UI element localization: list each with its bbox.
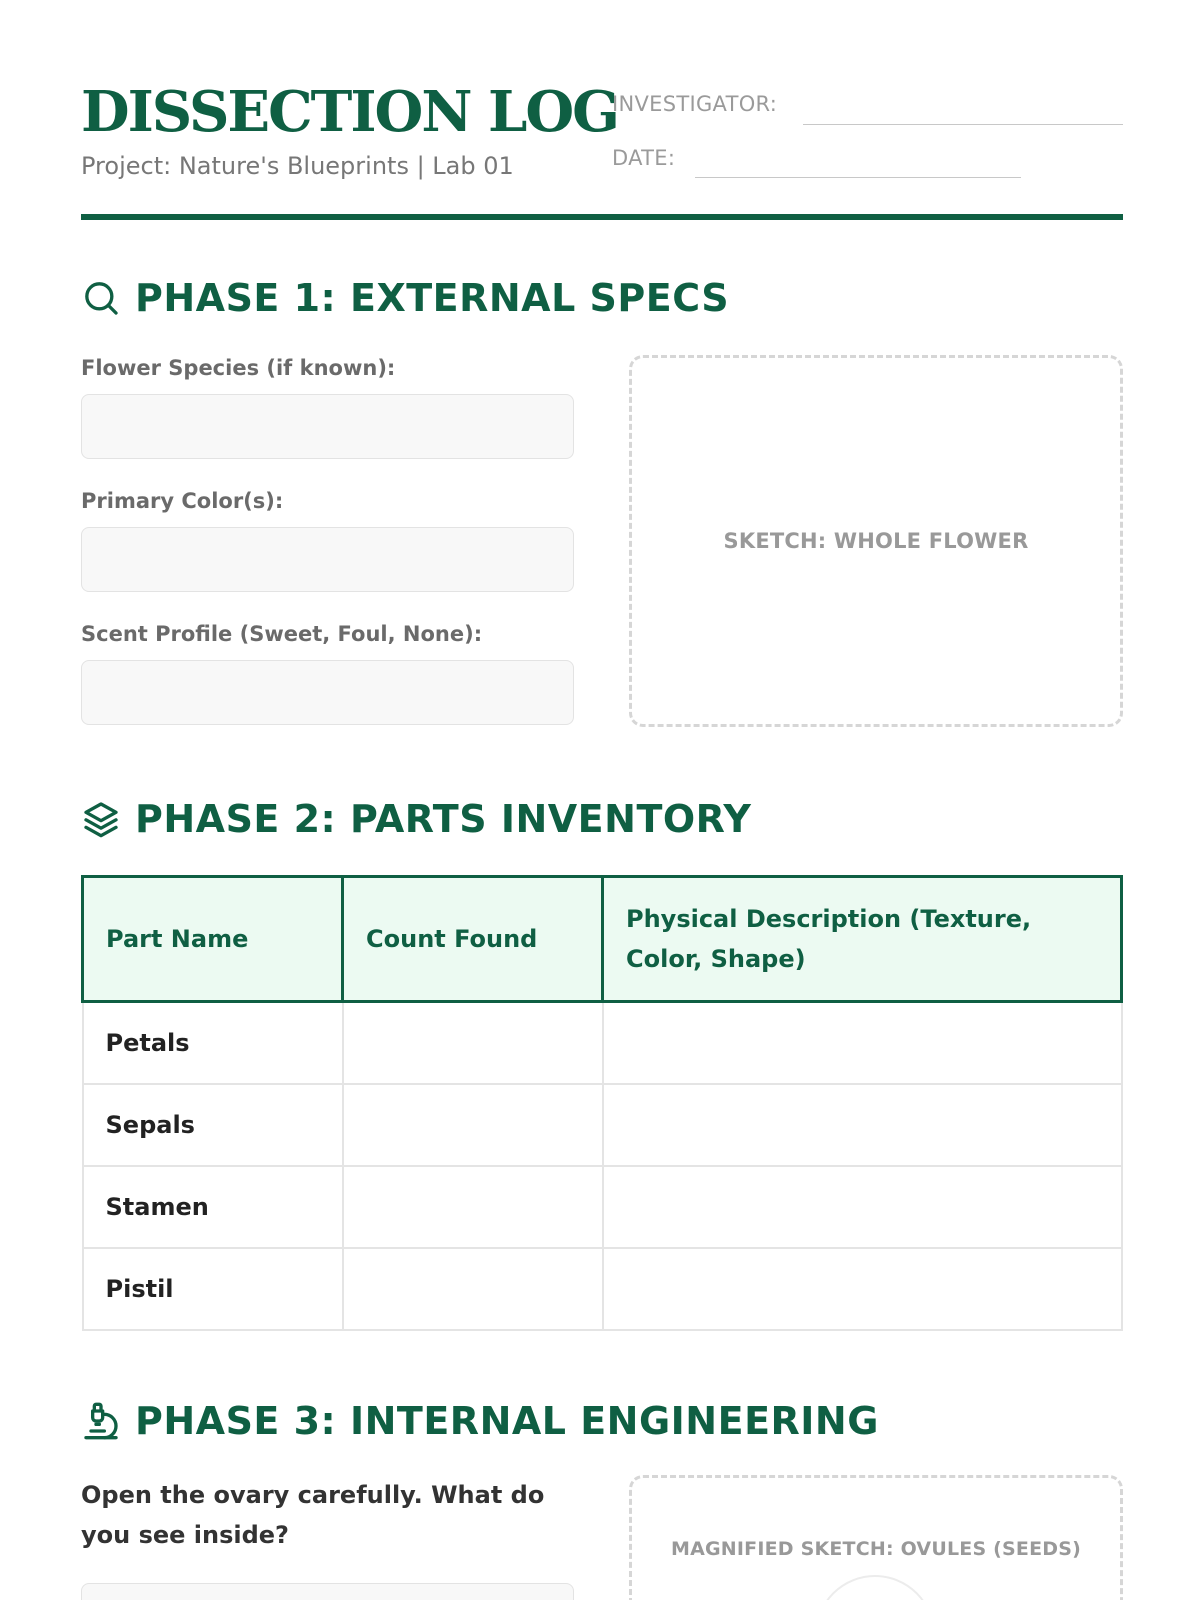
description-cell[interactable] (603, 1084, 1122, 1166)
investigator-field[interactable] (803, 124, 1123, 125)
date-label: DATE: (612, 146, 676, 170)
page-title: DISSECTION LOG (81, 79, 618, 145)
whole-flower-sketch-area[interactable] (629, 355, 1123, 727)
part-name-cell: Stamen (83, 1166, 343, 1248)
column-header-description: Physical Description (Texture, Color, Shape) (603, 877, 1122, 1002)
table-row (83, 1166, 1122, 1248)
phase2-title: PHASE 2: PARTS INVENTORY (135, 797, 752, 841)
table-header-row (83, 877, 1122, 1002)
species-label: Flower Species (if known): (81, 356, 396, 380)
microscope-icon (81, 1401, 121, 1441)
layers-icon (81, 799, 121, 839)
table-row (83, 1084, 1122, 1166)
part-name-cell: Pistil (83, 1248, 343, 1330)
magnifier-circle (815, 1575, 935, 1600)
phase2-heading (81, 797, 751, 841)
table-row (83, 1248, 1122, 1330)
color-input[interactable] (81, 527, 574, 592)
scent-input[interactable] (81, 660, 574, 725)
phase3-heading (81, 1399, 879, 1443)
color-label: Primary Color(s): (81, 489, 284, 513)
whole-flower-sketch-label: SKETCH: WHOLE FLOWER (723, 529, 1029, 553)
ovary-question: Open the ovary carefully. What do you see inside? (81, 1481, 545, 1549)
table-row (83, 1002, 1122, 1084)
scent-label: Scent Profile (Sweet, Foul, None): (81, 622, 483, 646)
parts-inventory-table (81, 875, 1123, 1331)
part-name-cell: Petals (83, 1002, 343, 1084)
phase3-title: PHASE 3: INTERNAL ENGINEERING (135, 1399, 879, 1443)
description-cell[interactable] (603, 1248, 1122, 1330)
phase1-title: PHASE 1: EXTERNAL SPECS (135, 276, 730, 320)
description-cell[interactable] (603, 1166, 1122, 1248)
column-header-part-name: Part Name (83, 877, 343, 1002)
count-cell[interactable] (343, 1084, 603, 1166)
header-divider (81, 214, 1123, 220)
column-header-count-found: Count Found (343, 877, 603, 1002)
date-field[interactable] (695, 177, 1021, 178)
search-icon (81, 278, 121, 318)
investigator-label: INVESTIGATOR: (612, 92, 778, 116)
ovary-answer-field[interactable] (81, 1583, 574, 1600)
ovules-sketch-area[interactable] (629, 1475, 1123, 1600)
ovules-sketch-label: MAGNIFIED SKETCH: OVULES (SEEDS) (670, 1538, 1082, 1560)
count-cell[interactable] (343, 1248, 603, 1330)
count-cell[interactable] (343, 1166, 603, 1248)
part-name-cell: Sepals (83, 1084, 343, 1166)
worksheet-page (81, 0, 1123, 1600)
page-subtitle: Project: Nature's Blueprints | Lab 01 (81, 152, 514, 180)
count-cell[interactable] (343, 1002, 603, 1084)
description-cell[interactable] (603, 1002, 1122, 1084)
phase1-heading (81, 276, 729, 320)
species-input[interactable] (81, 394, 574, 459)
